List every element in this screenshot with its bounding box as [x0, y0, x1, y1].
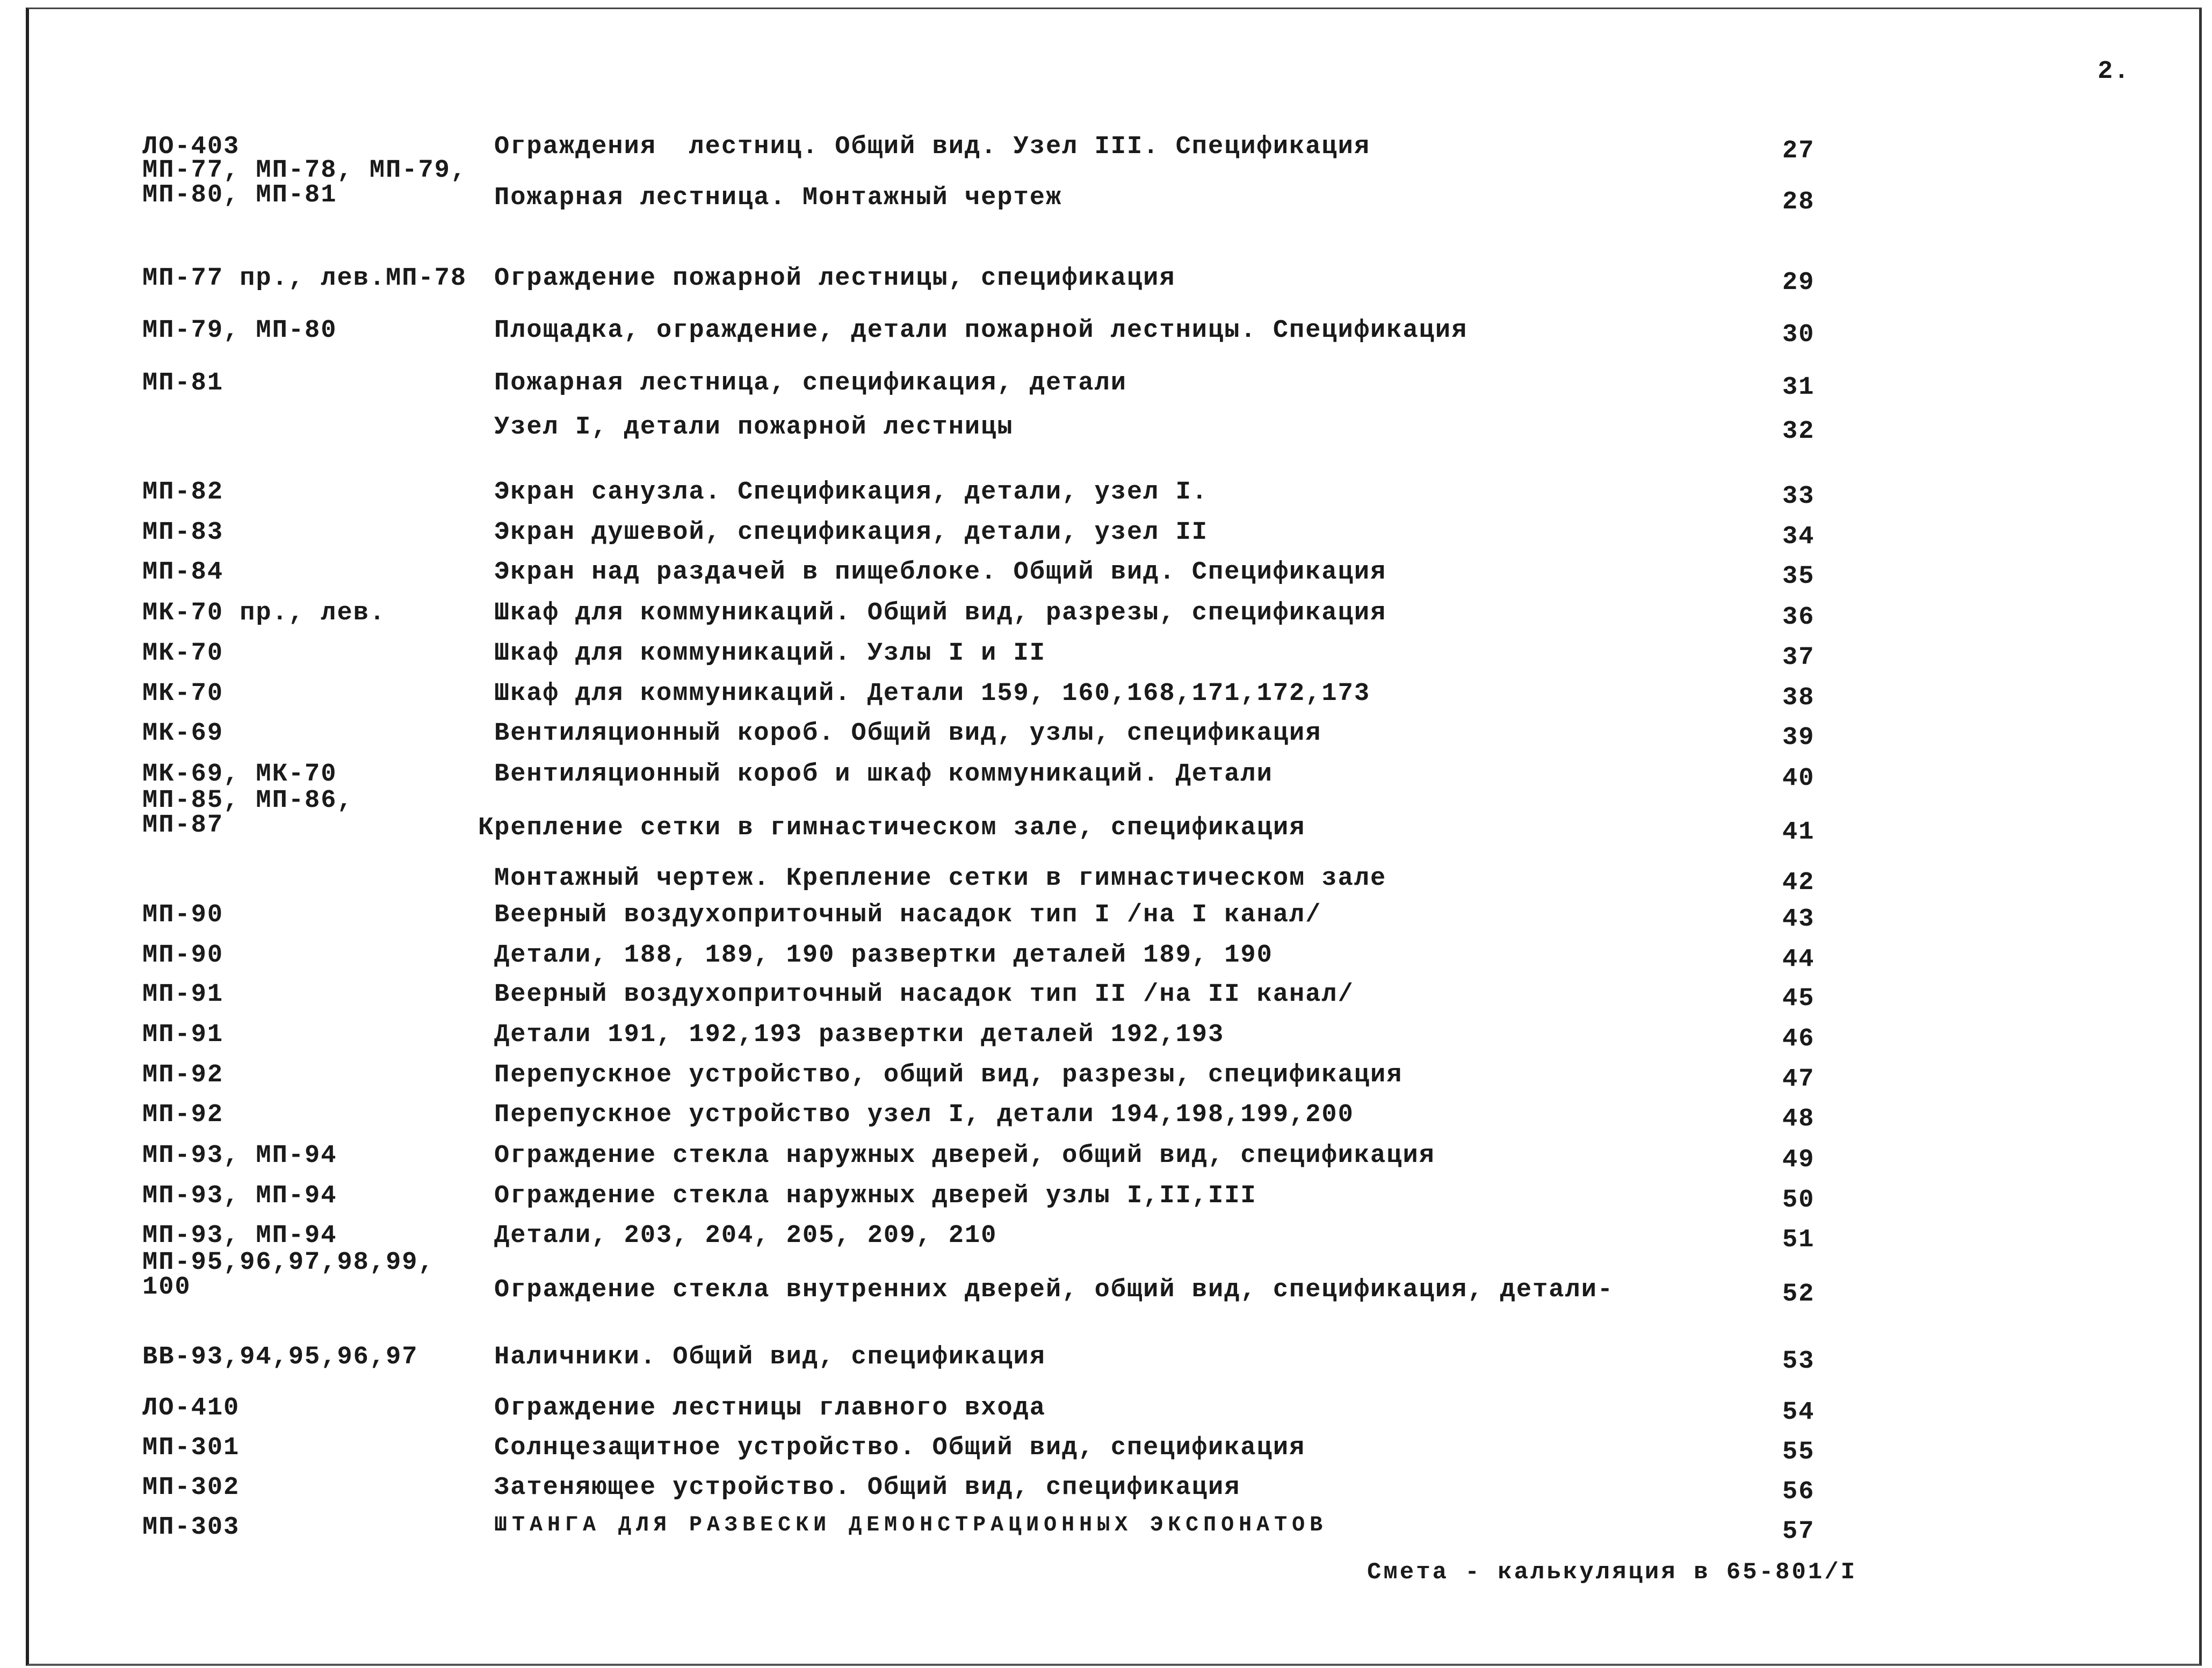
row-page-number: 38 [1782, 684, 1815, 712]
row-code: МП-93, МП-94 [142, 1222, 337, 1250]
row-page-number: 51 [1782, 1226, 1815, 1254]
row-code: МП-84 [142, 558, 224, 587]
row-title: Экран санузла. Спецификация, детали, узел I. [494, 478, 1209, 507]
row-title: Вентиляционный короб. Общий вид, узлы, спецификация [494, 719, 1322, 748]
row-code: МП-85, МП-86, МП-87 [142, 786, 353, 840]
sheet-number: 2. [2098, 57, 2130, 86]
row-title: Наличники. Общий вид, спецификация [494, 1343, 1046, 1371]
row-title: Экран душевой, спецификация, детали, узел II [494, 518, 1209, 547]
row-title: Монтажный чертеж. Крепление сетки в гимнастическом зале [494, 864, 1387, 893]
row-page-number: 35 [1782, 562, 1815, 591]
row-page-number: 40 [1782, 764, 1815, 793]
row-code: МП-91 [142, 980, 224, 1009]
row-page-number: 57 [1782, 1518, 1815, 1546]
footer-note: Смета - калькуляция в 65-801/I [1367, 1559, 1857, 1586]
row-code: МП-93, МП-94 [142, 1142, 337, 1170]
row-title: Вентиляционный короб и шкаф коммуникаций. Детали [494, 760, 1273, 789]
row-code: МП-303 [142, 1513, 240, 1542]
row-page-number: 49 [1782, 1146, 1815, 1174]
row-code: МП-92 [142, 1101, 224, 1129]
row-code: МК-69, МК-70 [142, 760, 337, 789]
row-code: МП-92 [142, 1061, 224, 1089]
row-page-number: 45 [1782, 985, 1815, 1013]
row-code: МП-91 [142, 1021, 224, 1049]
row-title: Крепление сетки в гимнастическом зале, спецификация [478, 814, 1306, 842]
row-title: Детали 191, 192,193 развертки деталей 192,193 [494, 1021, 1225, 1049]
row-page-number: 29 [1782, 269, 1815, 297]
row-page-number: 31 [1782, 373, 1815, 402]
row-page-number: 47 [1782, 1065, 1815, 1094]
row-page-number: 28 [1782, 188, 1815, 216]
row-code: МП-83 [142, 518, 224, 547]
row-title: Узел I, детали пожарной лестницы [494, 413, 1014, 442]
row-title: Затеняющее устройство. Общий вид, спецификация [494, 1474, 1241, 1502]
row-code: МП-79, МП-80 [142, 316, 337, 345]
row-code: МП-90 [142, 901, 224, 929]
row-title: Пожарная лестница. Монтажный чертеж [494, 184, 1062, 212]
row-page-number: 48 [1782, 1105, 1815, 1133]
row-page-number: 27 [1782, 137, 1815, 165]
row-title: Шкаф для коммуникаций. Детали 159, 160,168,171,172,173 [494, 680, 1371, 708]
row-code: МК-70 [142, 639, 224, 668]
row-page-number: 44 [1782, 945, 1815, 974]
row-title: Веерный воздухоприточный насадок тип I /на I канал/ [494, 901, 1322, 929]
row-page-number: 36 [1782, 603, 1815, 632]
row-page-number: 37 [1782, 644, 1815, 672]
row-code: МП-93, МП-94 [142, 1182, 337, 1210]
row-page-number: 50 [1782, 1186, 1815, 1215]
row-title: Веерный воздухоприточный насадок тип II /на II канал/ [494, 980, 1354, 1009]
row-page-number: 41 [1782, 818, 1815, 847]
row-title: Детали, 188, 189, 190 развертки деталей 189, 190 [494, 941, 1273, 970]
row-title: Пожарная лестница, спецификация, детали [494, 369, 1127, 398]
row-page-number: 55 [1782, 1438, 1815, 1467]
row-page-number: 30 [1782, 321, 1815, 349]
row-title: Экран над раздачей в пищеблоке. Общий вид. Спецификация [494, 558, 1387, 587]
row-code: МК-70 пр., лев. [142, 599, 386, 627]
row-page-number: 46 [1782, 1025, 1815, 1053]
row-title: Детали, 203, 204, 205, 209, 210 [494, 1222, 997, 1250]
row-code: МП-302 [142, 1474, 240, 1502]
row-title: Ограждение пожарной лестницы, спецификация [494, 264, 1176, 293]
row-title: Ограждение стекла внутренних дверей, общий вид, спецификация, детали- [494, 1276, 1614, 1304]
row-code: МП-77 пр., лев.МП-78 [142, 264, 467, 293]
row-title: Ограждение лестницы главного входа [494, 1394, 1046, 1423]
row-code: ВВ-93,94,95,96,97 [142, 1343, 418, 1371]
row-page-number: 42 [1782, 869, 1815, 897]
row-code: МК-70 [142, 680, 224, 708]
row-page-number: 39 [1782, 724, 1815, 752]
row-code: МП-90 [142, 941, 224, 970]
row-code: ЛО-410 [142, 1394, 240, 1423]
row-code: МП-77, МП-78, МП-79, МП-80, МП-81 [142, 156, 467, 210]
row-code: ЛО-403 [142, 133, 240, 161]
row-code: МП-95,96,97,98,99, 100 [142, 1248, 435, 1302]
row-page-number: 56 [1782, 1478, 1815, 1506]
row-title: Ограждение стекла наружных дверей узлы I,II,III [494, 1182, 1257, 1210]
row-title: Ограждения лестниц. Общий вид. Узел III. Спецификация [494, 133, 1371, 161]
row-page-number: 43 [1782, 905, 1815, 934]
row-title: Солнцезащитное устройство. Общий вид, спецификация [494, 1434, 1306, 1462]
row-code: МП-82 [142, 478, 224, 507]
row-page-number: 34 [1782, 523, 1815, 551]
row-code: МК-69 [142, 719, 224, 748]
row-page-number: 32 [1782, 417, 1815, 446]
row-code: МП-301 [142, 1434, 240, 1462]
row-title: Перепускное устройство узел I, детали 194,198,199,200 [494, 1101, 1354, 1129]
row-page-number: 52 [1782, 1280, 1815, 1309]
row-title: Шкаф для коммуникаций. Общий вид, разрезы, спецификация [494, 599, 1387, 627]
row-title: ШТАНГА ДЛЯ РАЗВЕСКИ ДЕМОНСТРАЦИОННЫХ ЭКСПОНАТОВ [494, 1513, 1328, 1537]
row-page-number: 53 [1782, 1347, 1815, 1376]
row-title: Шкаф для коммуникаций. Узлы I и II [494, 639, 1046, 668]
row-title: Перепускное устройство, общий вид, разрезы, спецификация [494, 1061, 1403, 1089]
row-page-number: 33 [1782, 482, 1815, 511]
row-title: Площадка, ограждение, детали пожарной лестницы. Спецификация [494, 316, 1468, 345]
row-code: МП-81 [142, 369, 224, 398]
row-page-number: 54 [1782, 1398, 1815, 1427]
row-title: Ограждение стекла наружных дверей, общий вид, спецификация [494, 1142, 1435, 1170]
